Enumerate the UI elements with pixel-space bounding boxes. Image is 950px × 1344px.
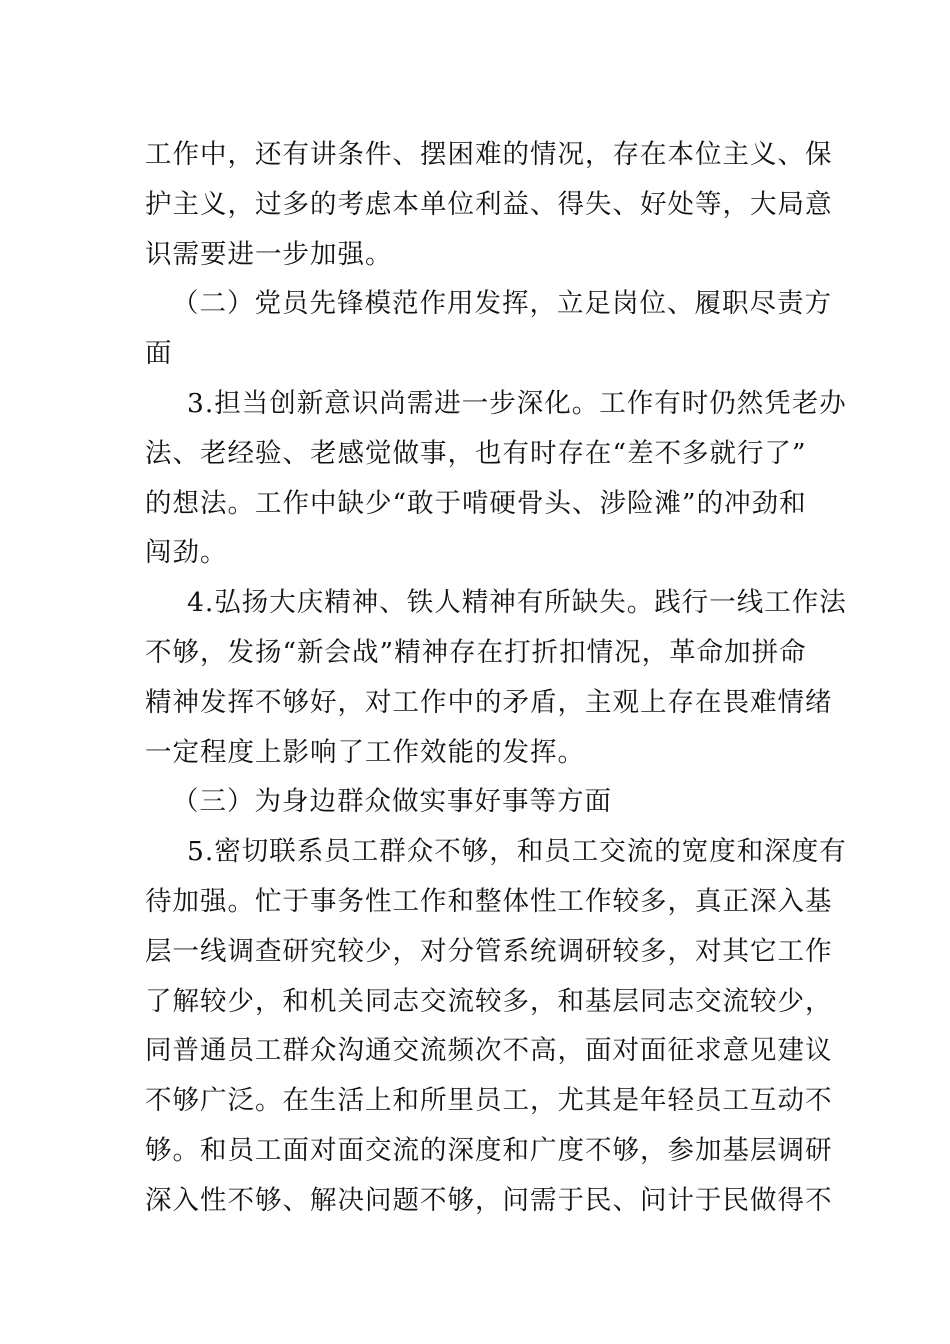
body-text-line: 深入性不够、解决问题不够，问需于民、问计于民做得不 bbox=[145, 1184, 833, 1216]
item-5-line: 5.密切联系员工群众不够，和员工交流的宽度和深度有 bbox=[187, 836, 847, 868]
body-text-line: 待加强。忙于事务性工作和整体性工作较多，真正深入基 bbox=[145, 885, 833, 917]
section-heading-3: （三）为身边群众做实事好事等方面 bbox=[172, 786, 612, 818]
body-text-line: 法、老经验、老感觉做事，也有时存在“差不多就行了” bbox=[145, 437, 807, 469]
body-text-line: 闯劲。 bbox=[145, 537, 228, 569]
document-page bbox=[145, 130, 847, 1226]
body-text-line: 同普通员工群众沟通交流频次不高，面对面征求意见建议 bbox=[145, 1035, 833, 1067]
body-text-line: 够。和员工面对面交流的深度和广度不够，参加基层调研 bbox=[145, 1134, 833, 1166]
body-text-line: 不够，发扬“新会战”精神存在打折扣情况，革命加拼命 bbox=[145, 636, 807, 668]
body-text-line: 护主义，过多的考虑本单位利益、得失、好处等，大局意 bbox=[145, 188, 833, 220]
body-text-line: 不够广泛。在生活上和所里员工，尤其是年轻员工互动不 bbox=[145, 1085, 833, 1117]
body-text-line: 识需要进一步加强。 bbox=[145, 238, 393, 270]
section-heading-2-cont: 面 bbox=[145, 338, 173, 370]
item-3-line: 3.担当创新意识尚需进一步深化。工作有时仍然凭老办 bbox=[187, 387, 847, 419]
body-text-line: 精神发挥不够好，对工作中的矛盾，主观上存在畏难情绪 bbox=[145, 686, 833, 718]
body-text-line: 了解较少，和机关同志交流较多，和基层同志交流较少， bbox=[145, 985, 833, 1017]
body-text-line: 层一线调查研究较少，对分管系统调研较多，对其它工作 bbox=[145, 935, 833, 967]
body-text-line: 一定程度上影响了工作效能的发挥。 bbox=[145, 736, 585, 768]
item-4-line: 4.弘扬大庆精神、铁人精神有所缺失。践行一线工作法 bbox=[187, 587, 847, 619]
section-heading-2: （二）党员先锋模范作用发挥，立足岗位、履职尽责方 bbox=[172, 288, 832, 320]
body-text-line: 工作中，还有讲条件、摆困难的情况，存在本位主义、保 bbox=[145, 139, 833, 170]
body-text-line: 的想法。工作中缺少“敢于啃硬骨头、涉险滩”的冲劲和 bbox=[145, 487, 807, 519]
